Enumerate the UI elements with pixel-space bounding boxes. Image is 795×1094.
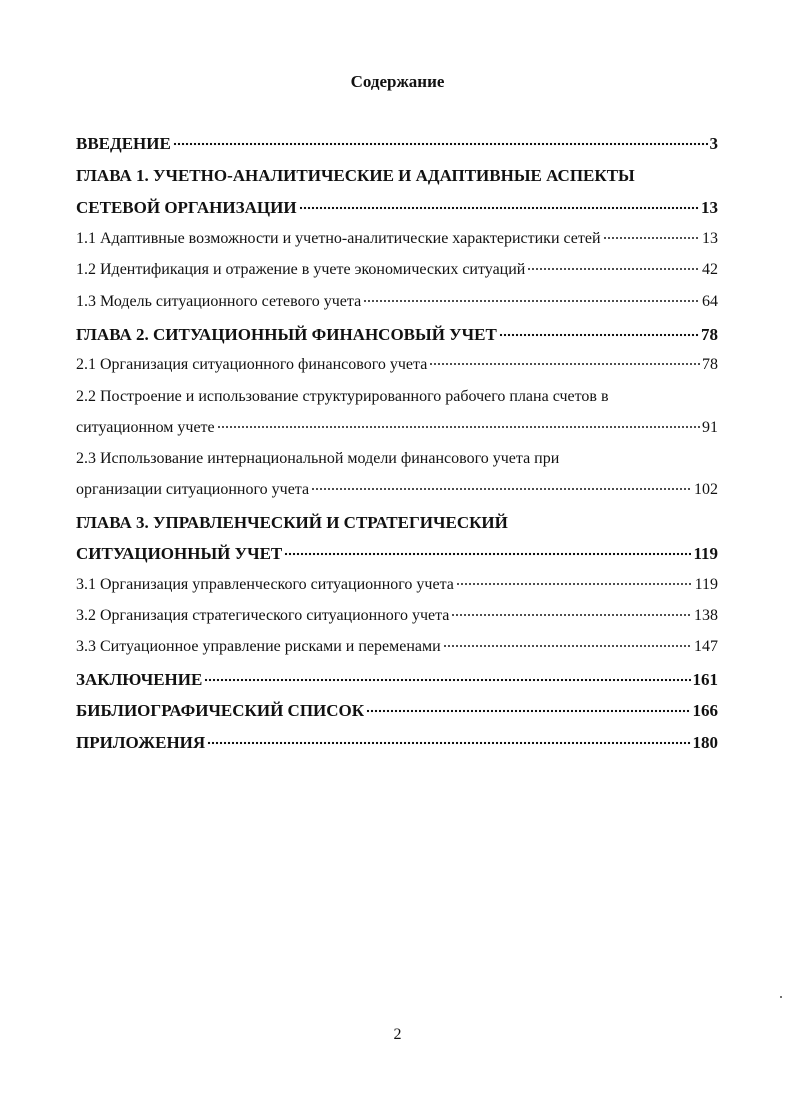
toc-entry-text: БИБЛИОГРАФИЧЕСКИЙ СПИСОК xyxy=(76,701,365,720)
toc-entry-section-3-2[interactable] xyxy=(76,607,718,631)
toc-entry-chapter-1-line-1[interactable] xyxy=(76,166,718,190)
scan-speck xyxy=(780,996,782,998)
toc-entry-page: 102 xyxy=(694,481,718,498)
toc-entry-section-2-3[interactable] xyxy=(76,481,718,505)
toc-entry-page: 78 xyxy=(702,356,718,373)
toc-entry-page: 13 xyxy=(702,230,718,247)
toc-entry-section-2-2-line-1[interactable] xyxy=(76,388,718,412)
toc-entry-page: 42 xyxy=(702,261,718,278)
toc-entry-page: 147 xyxy=(694,638,718,655)
toc-entry-section-1-1[interactable] xyxy=(76,230,718,254)
toc-entry-text: 1.2 Идентификация и отражение в учете экономических ситуаций xyxy=(76,261,526,278)
dot-leader xyxy=(173,142,708,146)
toc-entry-page: 138 xyxy=(694,607,718,624)
toc-entry-page: 161 xyxy=(692,670,718,689)
dot-leader xyxy=(451,613,692,617)
toc-entry-section-1-2[interactable] xyxy=(76,261,718,285)
toc-entry-chapter-1[interactable] xyxy=(76,198,718,222)
toc-entry-page: 180 xyxy=(692,733,718,752)
toc-entry-text: организации ситуационного учета xyxy=(76,481,310,498)
dot-leader xyxy=(527,267,700,271)
toc-entry-text: ГЛАВА 2. СИТУАЦИОННЫЙ ФИНАНСОВЫЙ УЧЕТ xyxy=(76,325,497,344)
toc-entry-text: ГЛАВА 1. УЧЕТНО-АНАЛИТИЧЕСКИЕ И АДАПТИВНЫЕ АСПЕКТЫ xyxy=(76,166,635,185)
toc-entry-page: 3 xyxy=(709,134,718,153)
toc-entry-page: 78 xyxy=(701,325,718,344)
toc-entry-section-3-1[interactable] xyxy=(76,576,718,600)
toc-entry-text: СИТУАЦИОННЫЙ УЧЕТ xyxy=(76,544,283,563)
dot-leader xyxy=(429,362,700,366)
toc-entry-text: 2.2 Построение и использование структурированного рабочего плана счетов в xyxy=(76,388,609,405)
dot-leader xyxy=(217,425,700,429)
dot-leader xyxy=(443,644,692,648)
toc-entry-section-2-3-line-1[interactable] xyxy=(76,450,718,474)
toc-entry-text: 3.3 Ситуационное управление рисками и переменами xyxy=(76,638,441,655)
toc-entry-text: ВВЕДЕНИЕ xyxy=(76,134,171,153)
dot-leader xyxy=(366,709,690,713)
toc-entry-page: 119 xyxy=(693,544,718,563)
toc-entry-section-1-3[interactable] xyxy=(76,293,718,317)
dot-leader xyxy=(603,236,700,240)
dot-leader xyxy=(499,333,699,337)
dot-leader xyxy=(204,678,690,682)
toc-entry-chapter-2[interactable] xyxy=(76,325,718,349)
toc-entry-text: 3.1 Организация управленческого ситуационного учета xyxy=(76,576,454,593)
page-number: 2 xyxy=(393,1026,402,1043)
dot-leader xyxy=(207,741,690,745)
toc-entry-section-3-3[interactable] xyxy=(76,638,718,662)
toc-entry-chapter-3-line-1[interactable] xyxy=(76,513,718,537)
toc-entry-page: 119 xyxy=(694,576,718,593)
toc-entry-page: 166 xyxy=(692,701,718,720)
toc-entry-text: 1.3 Модель ситуационного сетевого учета xyxy=(76,293,362,310)
toc-entry-text: ЗАКЛЮЧЕНИЕ xyxy=(76,670,203,689)
toc-entry-page: 91 xyxy=(702,419,718,436)
dot-leader xyxy=(363,299,700,303)
toc-entry-chapter-3[interactable] xyxy=(76,544,718,568)
toc-entry-text: ситуационном учете xyxy=(76,419,215,436)
toc-entry-text: 1.1 Адаптивные возможности и учетно-аналитические характеристики сетей xyxy=(76,230,601,247)
toc-entry-page: 64 xyxy=(702,293,718,310)
toc-entry-text: ГЛАВА 3. УПРАВЛЕНЧЕСКИЙ И СТРАТЕГИЧЕСКИЙ xyxy=(76,513,508,532)
toc-entry-appendices[interactable] xyxy=(76,733,718,757)
dot-leader xyxy=(456,582,693,586)
toc-entry-text: ПРИЛОЖЕНИЯ xyxy=(76,733,206,752)
dot-leader xyxy=(299,206,699,210)
toc-entry-intro[interactable] xyxy=(76,134,718,158)
toc-entry-text: 3.2 Организация стратегического ситуационного учета xyxy=(76,607,450,624)
toc-entry-section-2-1[interactable] xyxy=(76,356,718,380)
toc-entry-section-2-2[interactable] xyxy=(76,419,718,443)
dot-leader xyxy=(284,552,691,556)
toc-entry-text: 2.1 Организация ситуационного финансового учета xyxy=(76,356,428,373)
toc-entry-text: СЕТЕВОЙ ОРГАНИЗАЦИИ xyxy=(76,198,297,217)
toc-entry-conclusion[interactable] xyxy=(76,670,718,694)
toc-entry-page: 13 xyxy=(701,198,718,217)
dot-leader xyxy=(311,487,692,491)
page-title: Содержание xyxy=(350,72,445,91)
toc-entry-text: 2.3 Использование интернациональной модели финансового учета при xyxy=(76,450,560,467)
toc-entry-bibliography[interactable] xyxy=(76,701,718,725)
